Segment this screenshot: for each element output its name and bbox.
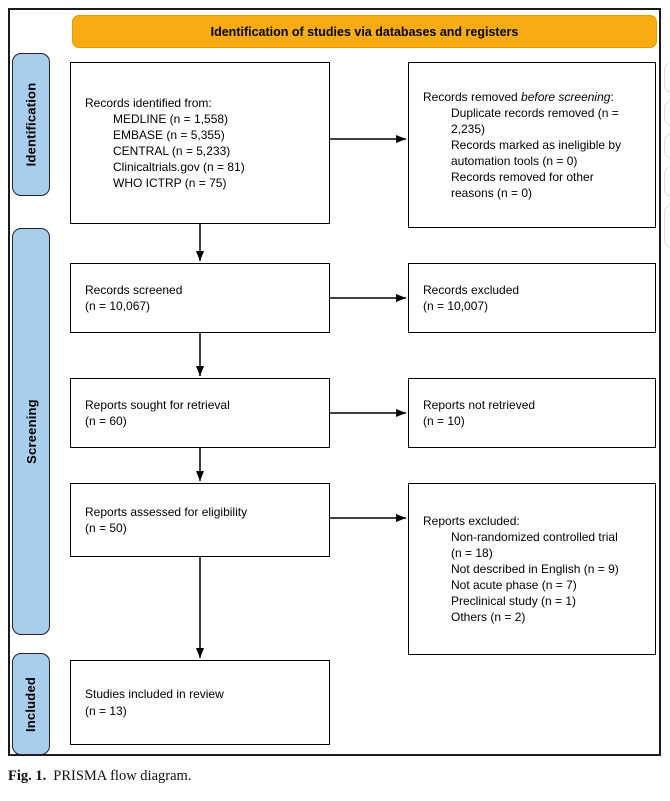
box-records-screened [70, 263, 330, 333]
box-title-suffix: : [610, 89, 614, 104]
stage-label-text: Identification [23, 82, 39, 167]
figure-caption-label: Fig. 1. [8, 768, 47, 784]
banner-label: Identification of studies via databases and registers [210, 24, 519, 39]
box-item: MEDLINE (n = 1,558) [113, 111, 229, 126]
box-records-excluded [408, 263, 656, 333]
box-line: (n = 10) [423, 414, 465, 428]
box-studies-included [70, 660, 330, 745]
stage-label-identification [12, 53, 50, 196]
box-item: Records removed for other reasons (n = 0) [451, 170, 594, 201]
box-line: Records excluded [423, 282, 520, 297]
clipped-box-fragment [664, 62, 670, 93]
box-line: Records screened [85, 282, 183, 297]
box-item: CENTRAL (n = 5,233) [113, 144, 231, 158]
box-title [423, 89, 628, 105]
clipped-box-fragment [664, 204, 670, 248]
box-records-removed [408, 62, 656, 228]
box-item: Not described in English (n = 9) [451, 561, 619, 576]
box-line: (n = 10,067) [85, 299, 151, 313]
box-item: Non-randomized controlled trial (n = 18) [451, 529, 618, 560]
box-line: (n = 60) [85, 414, 127, 428]
clipped-box-fragment [664, 166, 670, 197]
box-line: (n = 50) [85, 521, 127, 535]
box-line: Reports not retrieved [423, 397, 536, 412]
box-records-identified [70, 62, 330, 224]
box-reports-excluded [408, 483, 656, 655]
box-line: Reports sought for retrieval [85, 397, 230, 412]
box-item: WHO ICTRP (n = 75) [113, 176, 227, 191]
box-item: Preclinical study (n = 1) [451, 594, 577, 609]
box-title-italic: before screening [521, 89, 611, 104]
clipped-box-fragment [664, 100, 670, 126]
figure-caption [8, 768, 658, 785]
stage-label-text: Included [23, 676, 39, 732]
clipped-box-fragment [664, 133, 670, 159]
box-line: Reports assessed for eligibility [85, 504, 248, 519]
stage-label-included [12, 653, 50, 755]
box-title: Reports excluded: [423, 513, 520, 528]
box-reports-sought [70, 378, 330, 448]
box-title-prefix: Records removed [423, 89, 522, 104]
box-item: Clinicaltrials.gov (n = 81) [113, 160, 245, 175]
stage-label-screening [12, 228, 50, 635]
box-item: Others (n = 2) [451, 610, 526, 625]
box-line: (n = 10,007) [423, 299, 489, 313]
banner-identification-of-studies [72, 15, 657, 48]
figure-caption-text: PRISMA flow diagram. [53, 768, 192, 784]
box-line: (n = 13) [85, 703, 127, 718]
box-reports-not-retrieved [408, 378, 656, 448]
box-item: Duplicate records removed (n = 2,235) [451, 105, 619, 136]
box-item: EMBASE (n = 5,355) [113, 127, 225, 142]
box-title: Records identified from: [85, 95, 212, 110]
box-item: Records marked as ineligible by automation tools (n = 0) [451, 137, 622, 169]
box-line: Studies included in review [85, 687, 224, 702]
box-reports-assessed [70, 483, 330, 557]
box-item: Not acute phase (n = 7) [451, 578, 577, 593]
stage-label-text: Screening [23, 399, 39, 464]
